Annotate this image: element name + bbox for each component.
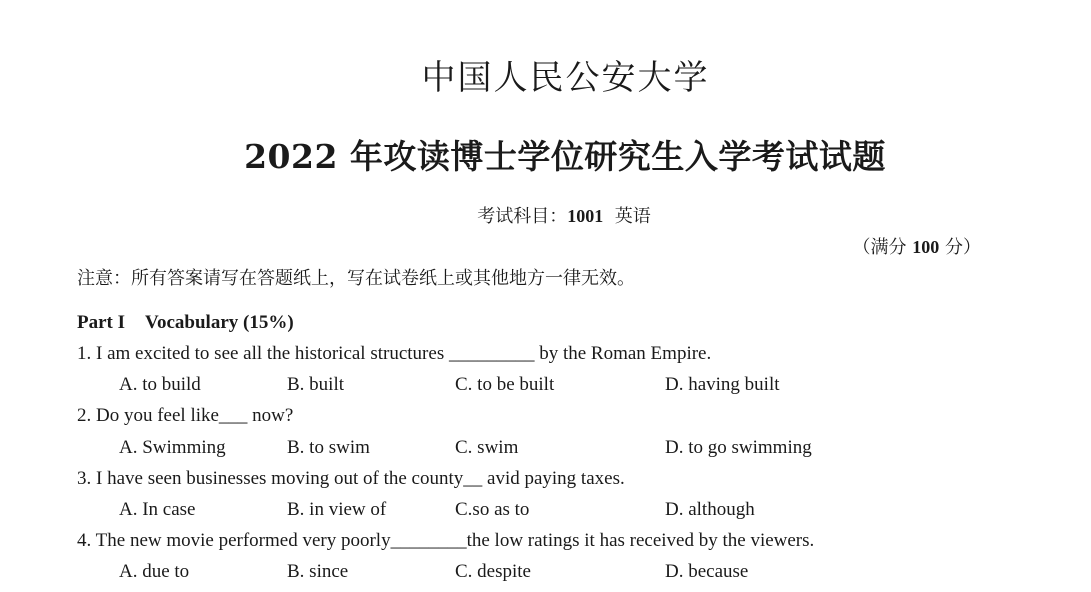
exam-notice: 注意：所有答案请写在答题纸上，写在试卷纸上或其他地方一律无效。 bbox=[77, 268, 635, 289]
question-stem: 1. I am excited to see all the historical structures _________ by the Roman Empire. bbox=[77, 343, 712, 364]
option-c: C.so as to bbox=[455, 499, 530, 520]
question-stem: 3. I have seen businesses moving out of the county__ avid paying taxes. bbox=[77, 468, 625, 489]
option-b: B. in view of bbox=[287, 499, 387, 520]
option-d: D. although bbox=[665, 499, 755, 520]
option-a: A. to build bbox=[119, 374, 201, 395]
option-c: C. to be built bbox=[455, 374, 555, 395]
question-options bbox=[0, 437, 1091, 461]
question-stem: 4. The new movie performed very poorly________the low ratings it has received by the viewers. bbox=[77, 530, 815, 551]
total-score bbox=[853, 233, 981, 259]
question-options bbox=[0, 561, 1091, 585]
option-b: B. since bbox=[287, 561, 349, 582]
exam-title: 2022 年攻读博士学位研究生入学考试试题 bbox=[244, 137, 886, 176]
subject-code: 1001 bbox=[567, 206, 604, 226]
option-d: D. having built bbox=[665, 374, 780, 395]
subject-name: 英语 bbox=[614, 206, 651, 227]
part-label: Part I bbox=[77, 312, 126, 333]
option-c: C. despite bbox=[455, 561, 531, 582]
option-a: A. due to bbox=[119, 561, 190, 582]
option-c: C. swim bbox=[455, 437, 519, 458]
university-name: 中国人民公安大学 bbox=[421, 58, 710, 98]
option-d: D. because bbox=[665, 561, 749, 582]
score-open: （满分 bbox=[852, 237, 913, 258]
option-d: D. to go swimming bbox=[665, 437, 812, 458]
exam-subject bbox=[0, 202, 1091, 228]
question-options bbox=[0, 499, 1091, 523]
question-stem: 2. Do you feel like___ now? bbox=[77, 405, 294, 426]
option-b: B. to swim bbox=[287, 437, 370, 458]
option-b: B. built bbox=[287, 374, 345, 395]
option-a: A. In case bbox=[119, 499, 196, 520]
question-options bbox=[0, 374, 1091, 398]
part-name: Vocabulary (15%) bbox=[145, 312, 294, 333]
subject-label: 考试科目： bbox=[477, 206, 568, 227]
part-heading bbox=[77, 312, 294, 334]
score-value: 100 bbox=[912, 237, 940, 257]
score-close: 分） bbox=[939, 237, 981, 258]
option-a: A. Swimming bbox=[119, 437, 226, 458]
